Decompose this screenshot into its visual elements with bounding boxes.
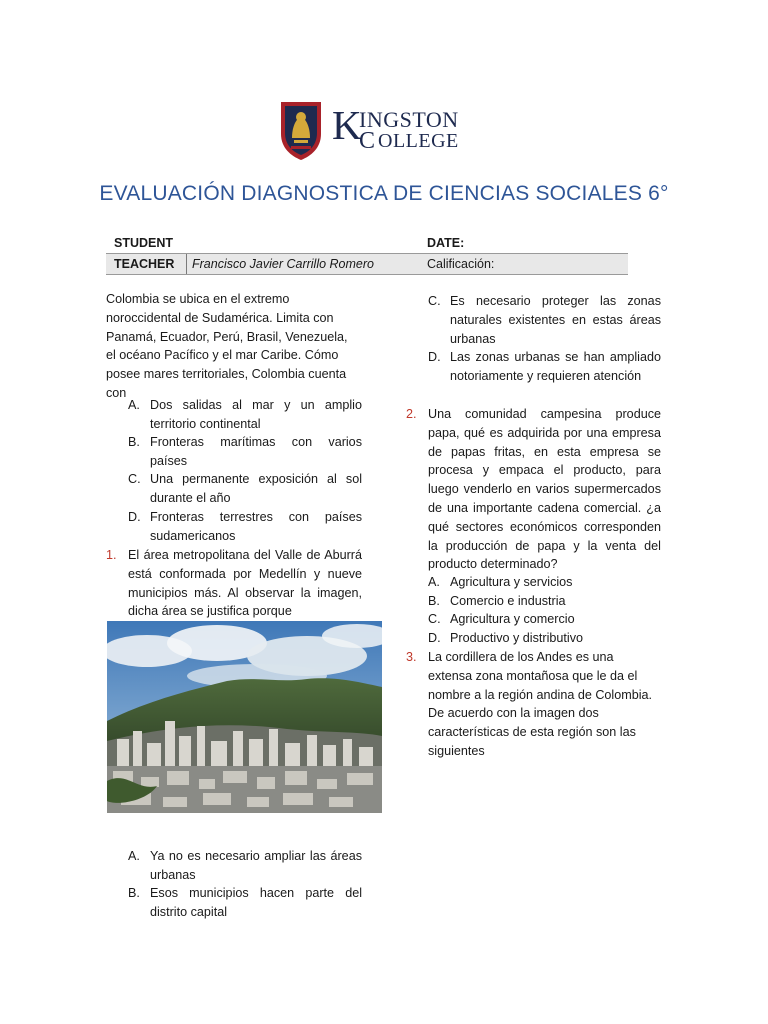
teacher-name: Francisco Javier Carrillo Romero bbox=[192, 257, 374, 271]
option-text: Ya no es necesario ampliar las áreas urbanas bbox=[150, 849, 362, 882]
option-text: Comercio e industria bbox=[450, 594, 566, 608]
option-text: Fronteras terrestres con países sudamericanos bbox=[150, 510, 362, 543]
table-divider bbox=[106, 274, 628, 275]
option-letter: C. bbox=[428, 612, 441, 626]
table-divider bbox=[106, 253, 628, 254]
option-text: Las zonas urbanas se han ampliado notoriamente y requieren atención bbox=[450, 350, 661, 383]
option-letter: A. bbox=[128, 849, 140, 863]
medellin-city-photo bbox=[107, 621, 382, 813]
option-letter: A. bbox=[128, 398, 140, 412]
option-letter: B. bbox=[128, 435, 140, 449]
student-info-table bbox=[106, 234, 628, 274]
option-text: Agricultura y servicios bbox=[450, 575, 573, 589]
date-label: DATE: bbox=[427, 236, 465, 250]
option-letter: C. bbox=[128, 472, 141, 486]
question-number: 1. bbox=[106, 548, 117, 562]
question-text: El área metropolitana del Valle de Aburrá está conformada por Medellín y nueve municipios más. Al observar la imagen, dicha área se justifica porque bbox=[128, 548, 362, 619]
option-letter: D. bbox=[428, 631, 441, 645]
option-letter: D. bbox=[428, 350, 441, 364]
table-divider bbox=[186, 254, 187, 274]
question-number: 2. bbox=[406, 407, 417, 421]
option-text: Fronteras marítimas con varios países bbox=[150, 435, 362, 468]
option-text: Dos salidas al mar y un amplio territorio continental bbox=[150, 398, 362, 431]
question-text: La cordillera de los Andes es una extensa zona montañosa que le da el nombre a la región andina de Colombia. De acuerdo con la imagen dos características de esta región son las siguientes bbox=[428, 650, 653, 758]
intro-paragraph: Colombia se ubica en el extremo noroccidental de Sudamérica. Limita con Panamá, Ecuador, Perú, Brasil, Venezuela, el océano Pacífico y el mar Caribe. Cómo posee mares territoriales, Colombia cuenta con bbox=[106, 292, 348, 400]
option-letter: A. bbox=[428, 575, 440, 589]
option-text: Esos municipios hacen parte del distrito capital bbox=[150, 886, 362, 919]
question-number: 3. bbox=[406, 650, 417, 664]
page-title: EVALUACIÓN DIAGNOSTICA DE CIENCIAS SOCIALES 6° bbox=[99, 182, 669, 205]
school-crest-icon bbox=[279, 100, 323, 162]
school-logo: K INGSTON C OLLEGE bbox=[279, 100, 459, 164]
option-letter: B. bbox=[428, 594, 440, 608]
grade-label: Calificación: bbox=[427, 257, 495, 271]
option-text: Una permanente exposición al sol durante el año bbox=[150, 472, 362, 505]
option-text: Es necesario proteger las zonas naturales existentes en estas áreas urbanas bbox=[450, 294, 661, 346]
option-text: Agricultura y comercio bbox=[450, 612, 575, 626]
option-text: Productivo y distributivo bbox=[450, 631, 583, 645]
option-letter: C. bbox=[428, 294, 441, 308]
question-text: Una comunidad campesina produce papa, qué es adquirida por una empresa de papas fritas, en esta empresa se procesa y empaca el producto, para luego venderlo en varios supermercados de una importante cadena comercial. ¿a qué sectores económicos corresponden la producción de papa y la venta del producto determinado? bbox=[428, 407, 661, 572]
option-letter: D. bbox=[128, 510, 141, 524]
option-letter: B. bbox=[128, 886, 140, 900]
student-label: STUDENT bbox=[114, 236, 174, 250]
teacher-label: TEACHER bbox=[114, 257, 175, 271]
